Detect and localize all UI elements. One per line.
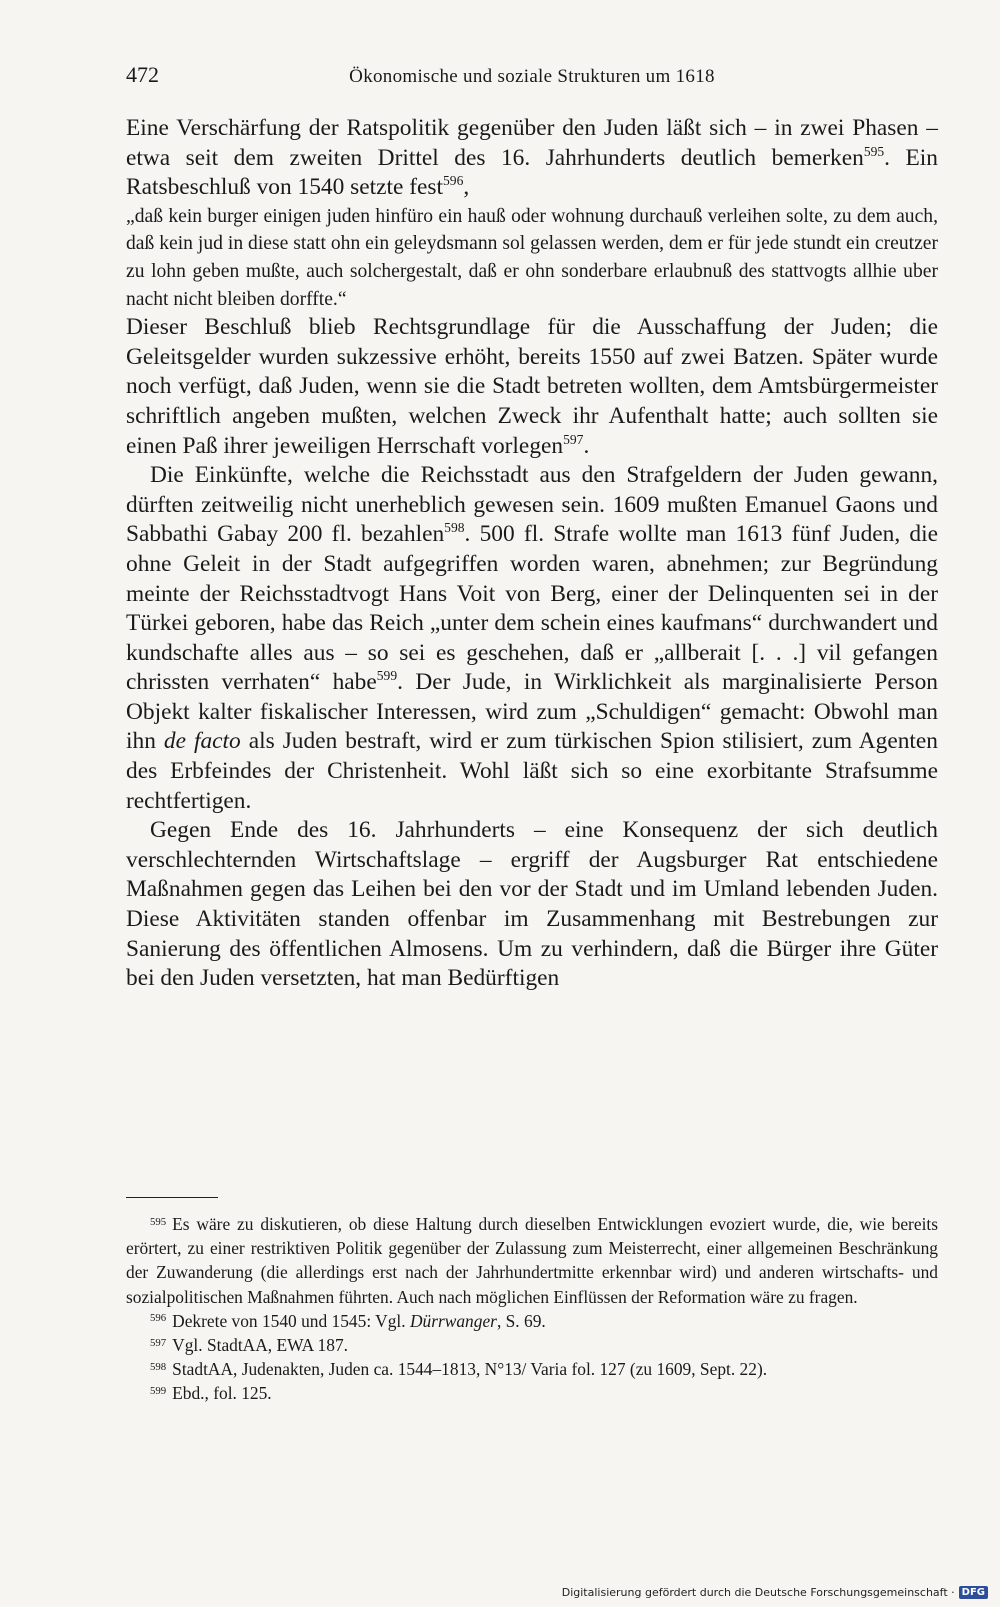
main-text — [126, 114, 938, 994]
paragraph-2: Dieser Beschluß blieb Rechtsgrundlage für die Ausschaffung der Juden; die Geleitsgelder wurden sukzessive erhöht, bereits 1550 auf zwei Batzen. Später wurde noch verfügt, daß Juden, wenn sie die Stadt betreten wollten, dem Amtsbürgermeister schriftlich angeben mußten, welchen Zweck ihr Aufenthalt hatte; auch sollten sie einen Paß ihrer jeweiligen Herrschaft vorlegen$^{597}$. — [126, 314, 938, 459]
digitization-credit — [562, 1586, 988, 1599]
dfg-logo-icon: DFG — [959, 1586, 988, 1599]
paragraph-1: Eine Verschärfung der Ratspolitik gegenüber den Juden läßt sich – in zwei Phasen – etwa seit dem zweiten Drittel des 16. Jahrhunderts deutlich bemerken$^{595}$. Ein Ratsbeschluß von 1540 setzte fest$^{596}$, — [126, 115, 938, 201]
footnote-597: $^{597}$ Vgl. StadtAA, EWA 187. — [150, 1335, 348, 1356]
page-number: 472 — [126, 62, 159, 87]
page-content — [126, 62, 938, 994]
credit-text: Digitalisierung gefördert durch die Deutsche Forschungsgemeinschaft · — [561, 1586, 955, 1599]
page-header — [126, 62, 938, 92]
footnote-595: $^{595}$ Es wäre zu diskutieren, ob diese Haltung durch dieselben Entwicklungen evoziert wurde, die, wie bereits erörtert, zu einer restriktiven Politik gegenüber der Zulassung zum Meisterrecht, einer allgemeinen Beschränkung der Zuwanderung (die allerdings erst nach der Jahrhundertmitte erkennbar wird) und anderen wirtschafts- und sozialpolitischen Maßnahmen führten. Auch nach möglichen Einflüssen der Reformation wäre zu fragen. — [126, 1214, 938, 1307]
footnotes — [126, 1212, 938, 1406]
paragraph-4: Gegen Ende des 16. Jahrhunderts – eine Konsequenz der sich deutlich verschlechternden Wirtschaftslage – ergriff der Augsburger Rat entschiedene Maßnahmen gegen das Leihen bei den vor der Stadt und im Umland lebenden Juden. Diese Aktivitäten standen offenbar im Zusammenhang mit Bestrebungen zur Sanierung des öffentlichen Almosens. Um zu verhindern, daß die Bürger ihre Güter bei den Juden versetzten, hat man Bedürftigen — [126, 817, 938, 992]
footnote-596: $^{596}$ Dekrete von 1540 und 1545: Vgl. Dürrwanger, S. 69. — [150, 1310, 546, 1331]
footnote-ref-598[interactable]: 598 — [444, 520, 465, 536]
footnote-ref-596[interactable]: 596 — [443, 173, 464, 189]
footnote-ref-595[interactable]: 595 — [863, 143, 885, 159]
paragraph-3: Die Einkünfte, welche die Reichsstadt aus den Strafgeldern der Juden gewann, dürften zeitweilig nicht unerheblich gewesen sein. 1609 mußten Emanuel Gaons und Sabbathi Gabay 200 fl. bezahlen$^{598}$. 500 fl. Strafe wollte man 1613 fünf Juden, die ohne Geleit in der Stadt aufgegriffen worden waren, abnehmen; zur Begründung meinte der Reichsstadtvogt Hans Voit von Berg, einer der Delinquenten sei in der Türkei geboren, habe das Reich „unter dem schein eines kaufmans“ durchwandert und kundschafte alles aus – so sei es geschehen, daß er „allberait [. . .] vil gefangen chrissten verrhaten“ habe$^{599}$. Der Jude, in Wirklichkeit als marginalisierte Person Objekt kalter fiskalischer Interessen, wird zum „Schuldigen“ gemacht: Obwohl man ihn de facto als Juden bestraft, wird er zum türkischen Spion stilisiert, zum Agenten des Erbfeindes der Christenheit. Wohl läßt sich so eine exorbitante Strafsumme rechtfertigen. — [126, 462, 938, 814]
footnote-ref-597[interactable]: 597 — [563, 431, 584, 447]
footnote-ref-599[interactable]: 599 — [376, 668, 398, 684]
footnote-599: $^{599}$ Ebd., fol. 125. — [150, 1383, 272, 1404]
block-quote: „daß kein burger einigen juden hinfüro ein hauß oder wohnung durchauß verleihen solte, zu dem auch, daß kein jud in diese statt ohn ein geleydsmann sol gelassen werden, dem er für jede stundt ein creutzer zu lohn geben mußte, auch solchergestalt, daß er ohn sonderbare erlaubnuß des stattvogts allhie uber nacht nicht bleiben dorffte.“ — [126, 205, 938, 310]
footnote-divider — [126, 1197, 218, 1198]
running-title: Ökonomische und soziale Strukturen um 1618 — [349, 66, 715, 87]
footnote-598: $^{598}$ StadtAA, Judenakten, Juden ca. 1544–1813, N°13/ Varia fol. 127 (zu 1609, Sept. 22). — [150, 1359, 768, 1380]
